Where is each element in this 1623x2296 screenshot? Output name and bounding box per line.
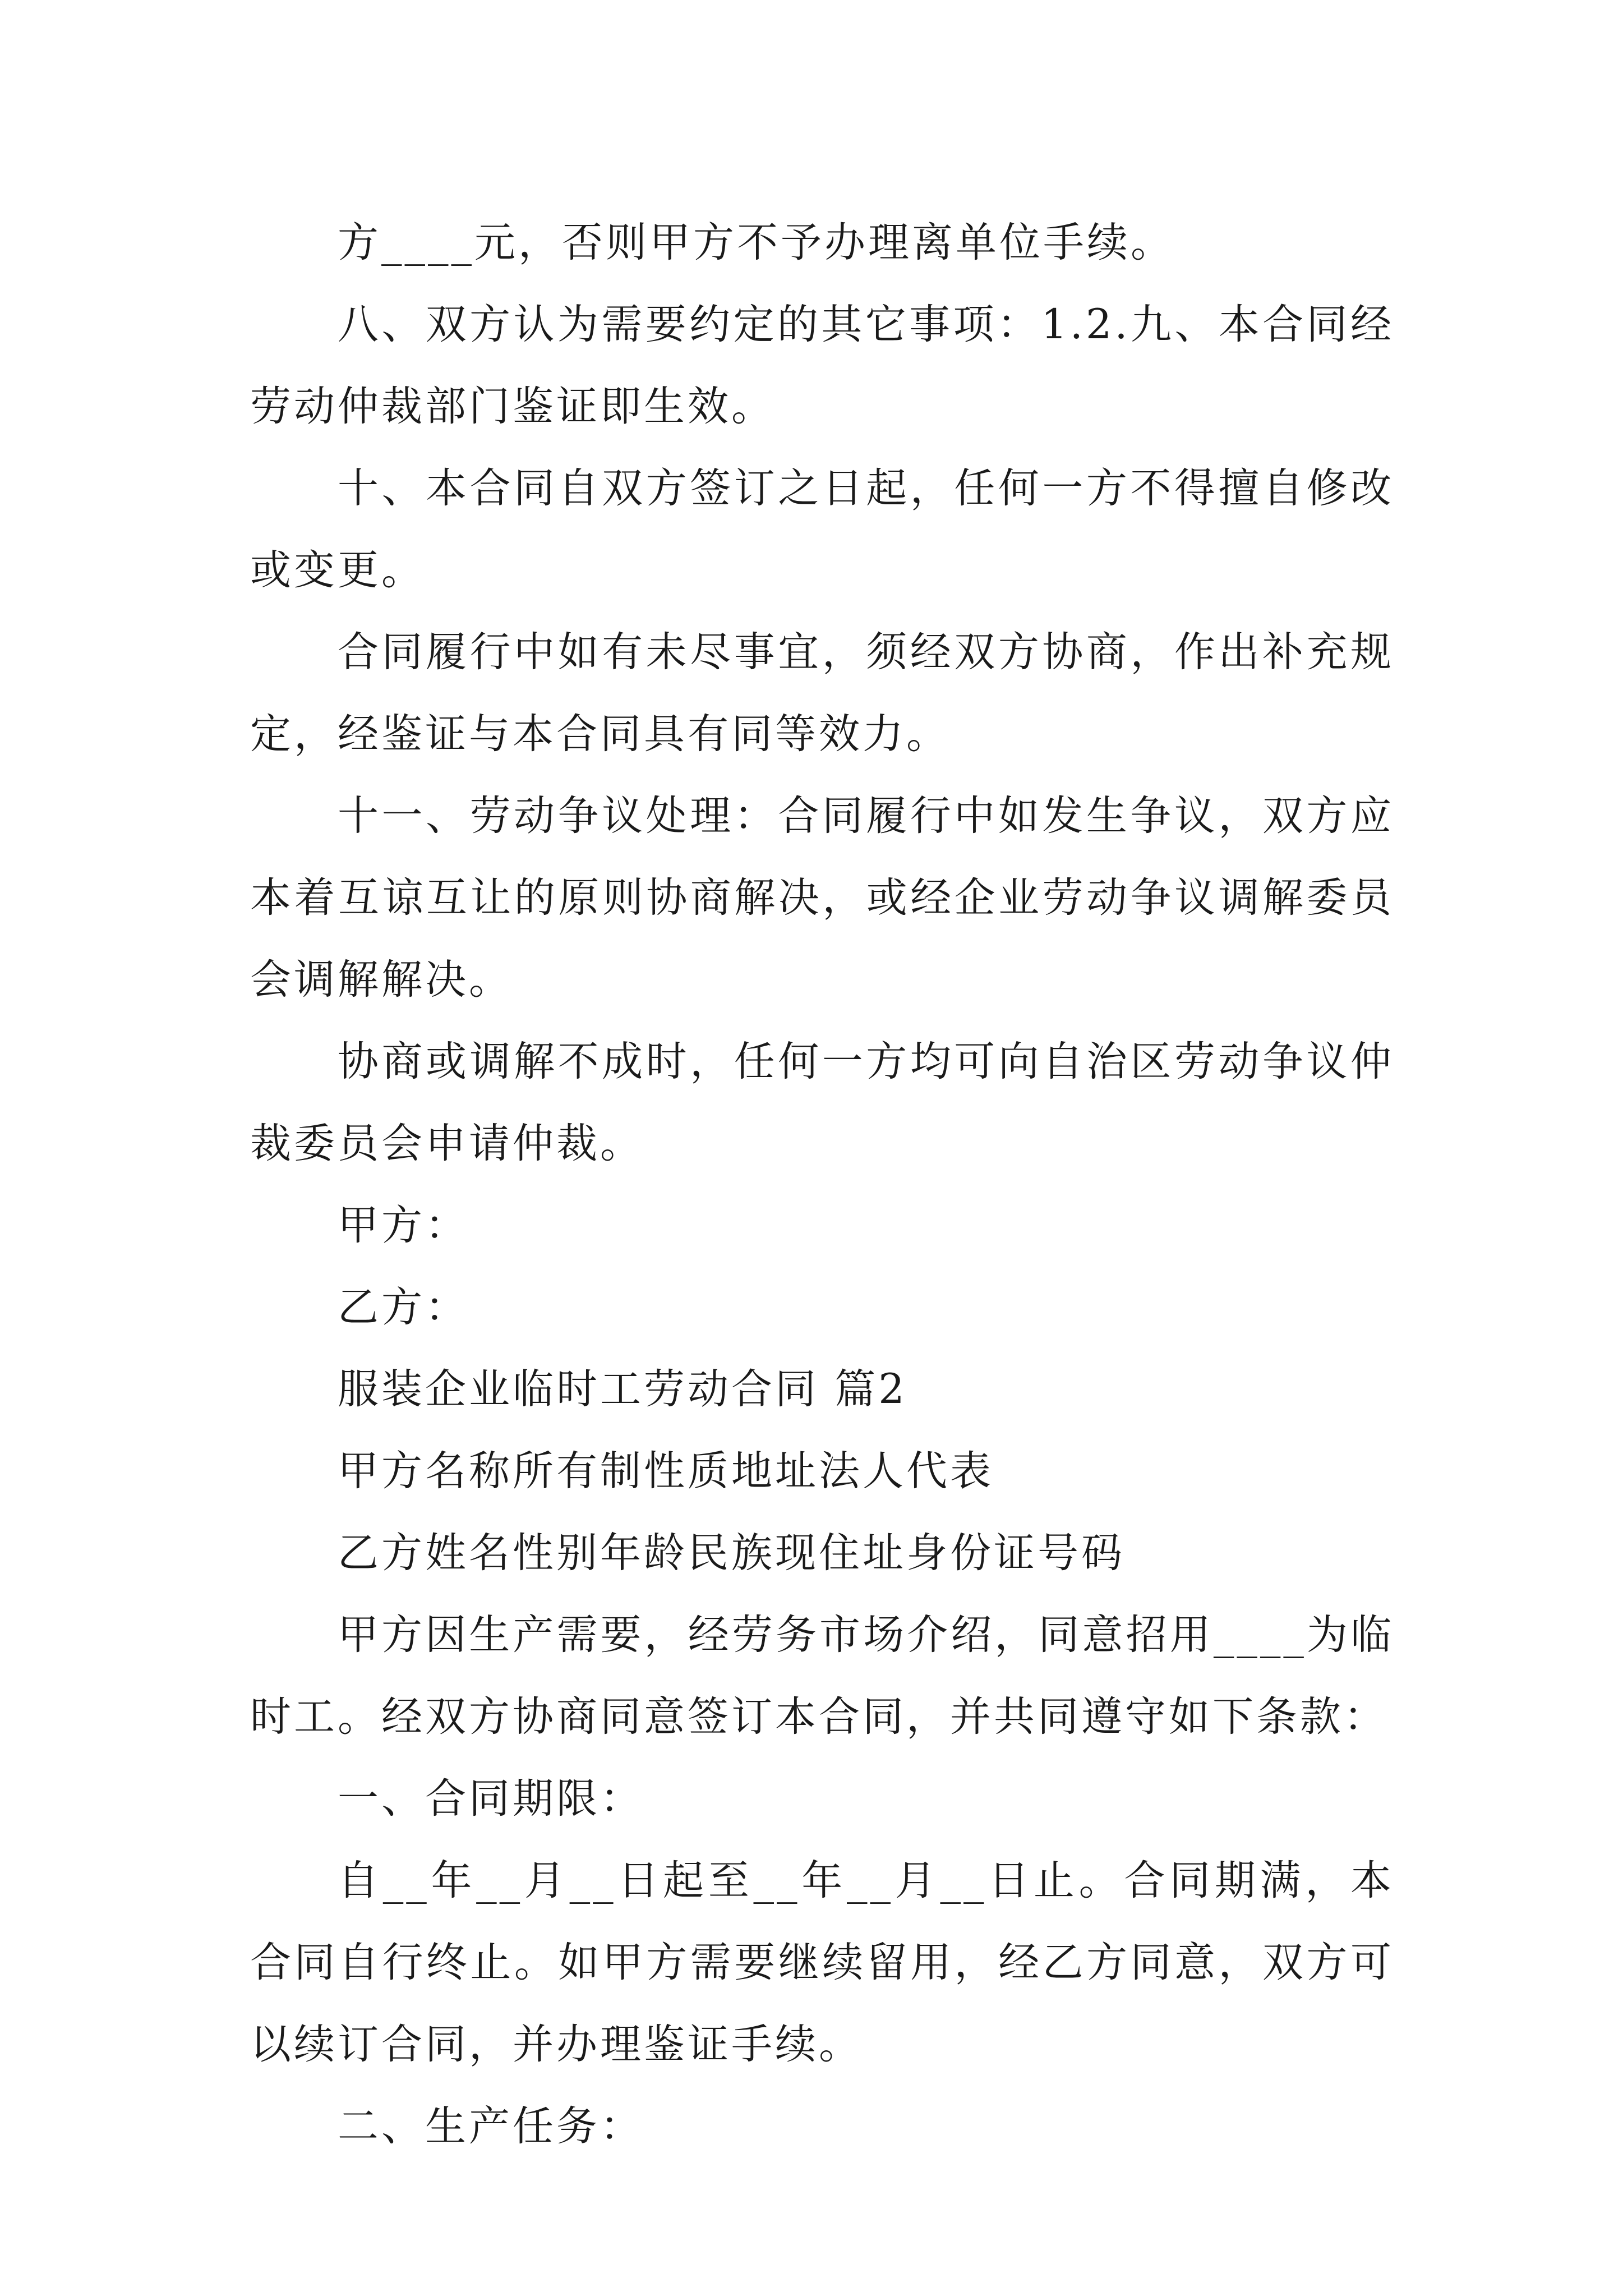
document-body [250, 202, 1394, 2168]
paragraph: 甲方因生产需要，经劳务市场介绍，同意招用____为临时工。经双方协商同意签订本合同，并共同遵守如下条款： [250, 1611, 1394, 1741]
paragraph: 合同履行中如有未尽事宜，须经双方协商，作出补充规定，经鉴证与本合同具有同等效力。 [250, 628, 1394, 758]
section-heading: 服装企业临时工劳动合同 篇2 [338, 1365, 907, 1413]
signature-line-party-a: 甲方： [338, 1202, 469, 1249]
paragraph: 乙方姓名性别年龄民族现住址身份证号码 [338, 1529, 1125, 1577]
signature-line-party-b: 乙方： [338, 1283, 469, 1331]
clause-heading: 二、生产任务： [338, 2102, 644, 2150]
paragraph: 自__年__月__日起至__年__月__日止。合同期满，本合同自行终止。如甲方需要继续留用，经乙方同意，双方可以续订合同，并办理鉴证手续。 [250, 1857, 1394, 2068]
paragraph: 甲方名称所有制性质地址法人代表 [338, 1447, 994, 1495]
paragraph: 十、本合同自双方签订之日起，任何一方不得擅自修改或变更。 [250, 464, 1394, 594]
clause-heading: 一、合同期限： [338, 1775, 644, 1823]
paragraph: 方____元，否则甲方不予办理离单位手续。 [338, 219, 1174, 266]
paragraph: 八、双方认为需要约定的其它事项：1.2.九、本合同经劳动仲裁部门鉴证即生效。 [250, 301, 1394, 430]
paragraph: 协商或调解不成时，任何一方均可向自治区劳动争议仲裁委员会申请仲裁。 [250, 1038, 1394, 1167]
paragraph: 十一、劳动争议处理：合同履行中如发生争议，双方应本着互谅互让的原则协商解决，或经企业劳动争议调解委员会调解解决。 [250, 792, 1394, 1004]
